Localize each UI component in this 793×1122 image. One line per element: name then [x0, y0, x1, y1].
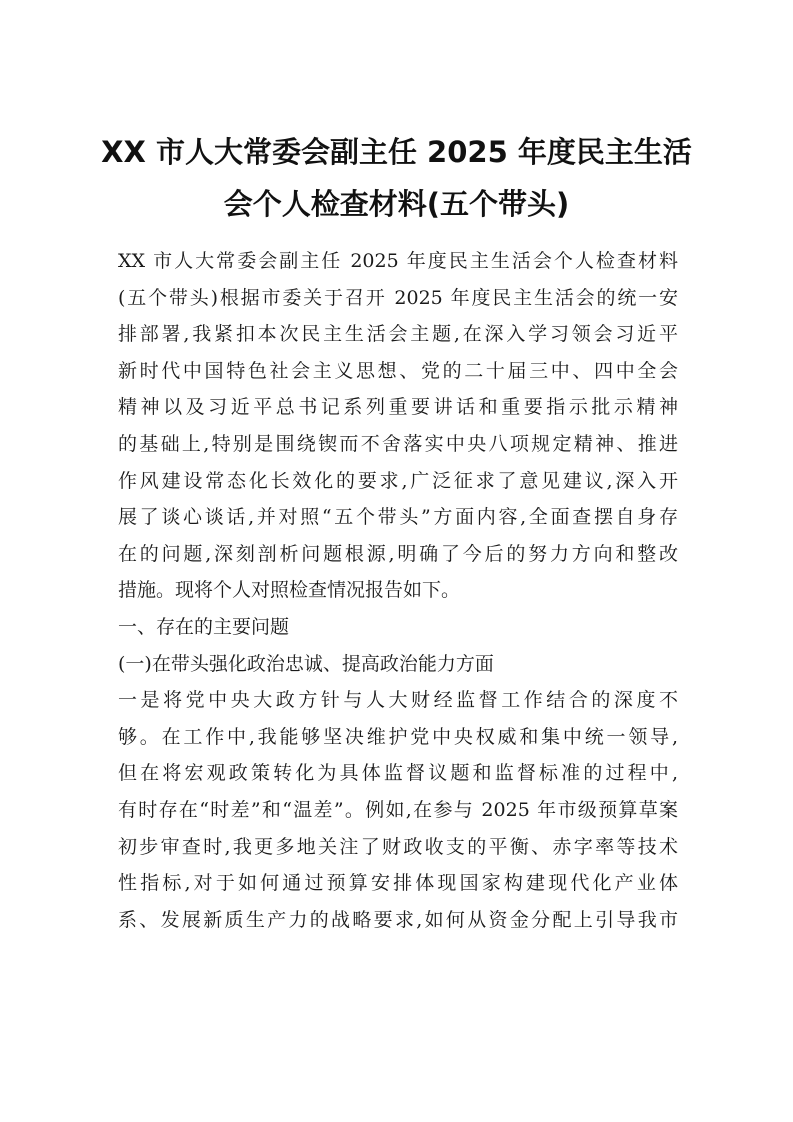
body-line: 一、存在的主要问题 — [118, 615, 290, 638]
body-line: 有时存在“时差”和“温差”。例如,在参与 2025 年市级预算草案 — [118, 798, 678, 821]
body-line: 性指标,对于如何通过预算安排体现国家构建现代化产业体 — [118, 872, 678, 895]
body-line: 的基础上,特别是围绕锲而不舍落实中央八项规定精神、推进 — [118, 432, 678, 455]
body-line: (一)在带头强化政治忠诚、提高政治能力方面 — [118, 652, 494, 675]
body-line: 措施。现将个人对照检查情况报告如下。 — [118, 579, 461, 602]
body-line: 作风建设常态化长效化的要求,广泛征求了意见建议,深入开 — [118, 469, 678, 492]
body-line: 但在将宏观政策转化为具体监督议题和监督标准的过程中, — [118, 762, 678, 785]
body-line: 精神以及习近平总书记系列重要讲话和重要指示批示精神 — [118, 396, 678, 419]
body-line: 展了谈心谈话,并对照“五个带头”方面内容,全面查摆自身存 — [118, 506, 678, 529]
body-line: 新时代中国特色社会主义思想、党的二十届三中、四中全会 — [118, 359, 678, 382]
body-line: 在的问题,深刻剖析问题根源,明确了今后的努力方向和整改 — [118, 542, 678, 565]
document-body — [118, 243, 678, 938]
body-line: 一是将党中央大政方针与人大财经监督工作结合的深度不 — [118, 689, 678, 712]
body-line: XX 市人大常委会副主任 2025 年度民主生活会个人检查材料 — [118, 250, 678, 272]
body-line: 够。在工作中,我能够坚决维护党中央权威和集中统一领导, — [118, 725, 678, 748]
document-title — [100, 126, 693, 230]
title-line: 会个人检查材料(五个带头) — [223, 187, 570, 221]
body-line: 初步审查时,我更多地关注了财政收支的平衡、赤字率等技术 — [118, 835, 678, 858]
body-line: (五个带头)根据市委关于召开 2025 年度民主生活会的统一安 — [118, 286, 678, 309]
body-line: 排部署,我紧扣本次民主生活会主题,在深入学习领会习近平 — [118, 323, 678, 346]
title-line: XX 市人大常委会副主任 2025 年度民主生活 — [101, 135, 692, 169]
body-line: 系、发展新质生产力的战略要求,如何从资金分配上引导我市 — [118, 908, 678, 931]
